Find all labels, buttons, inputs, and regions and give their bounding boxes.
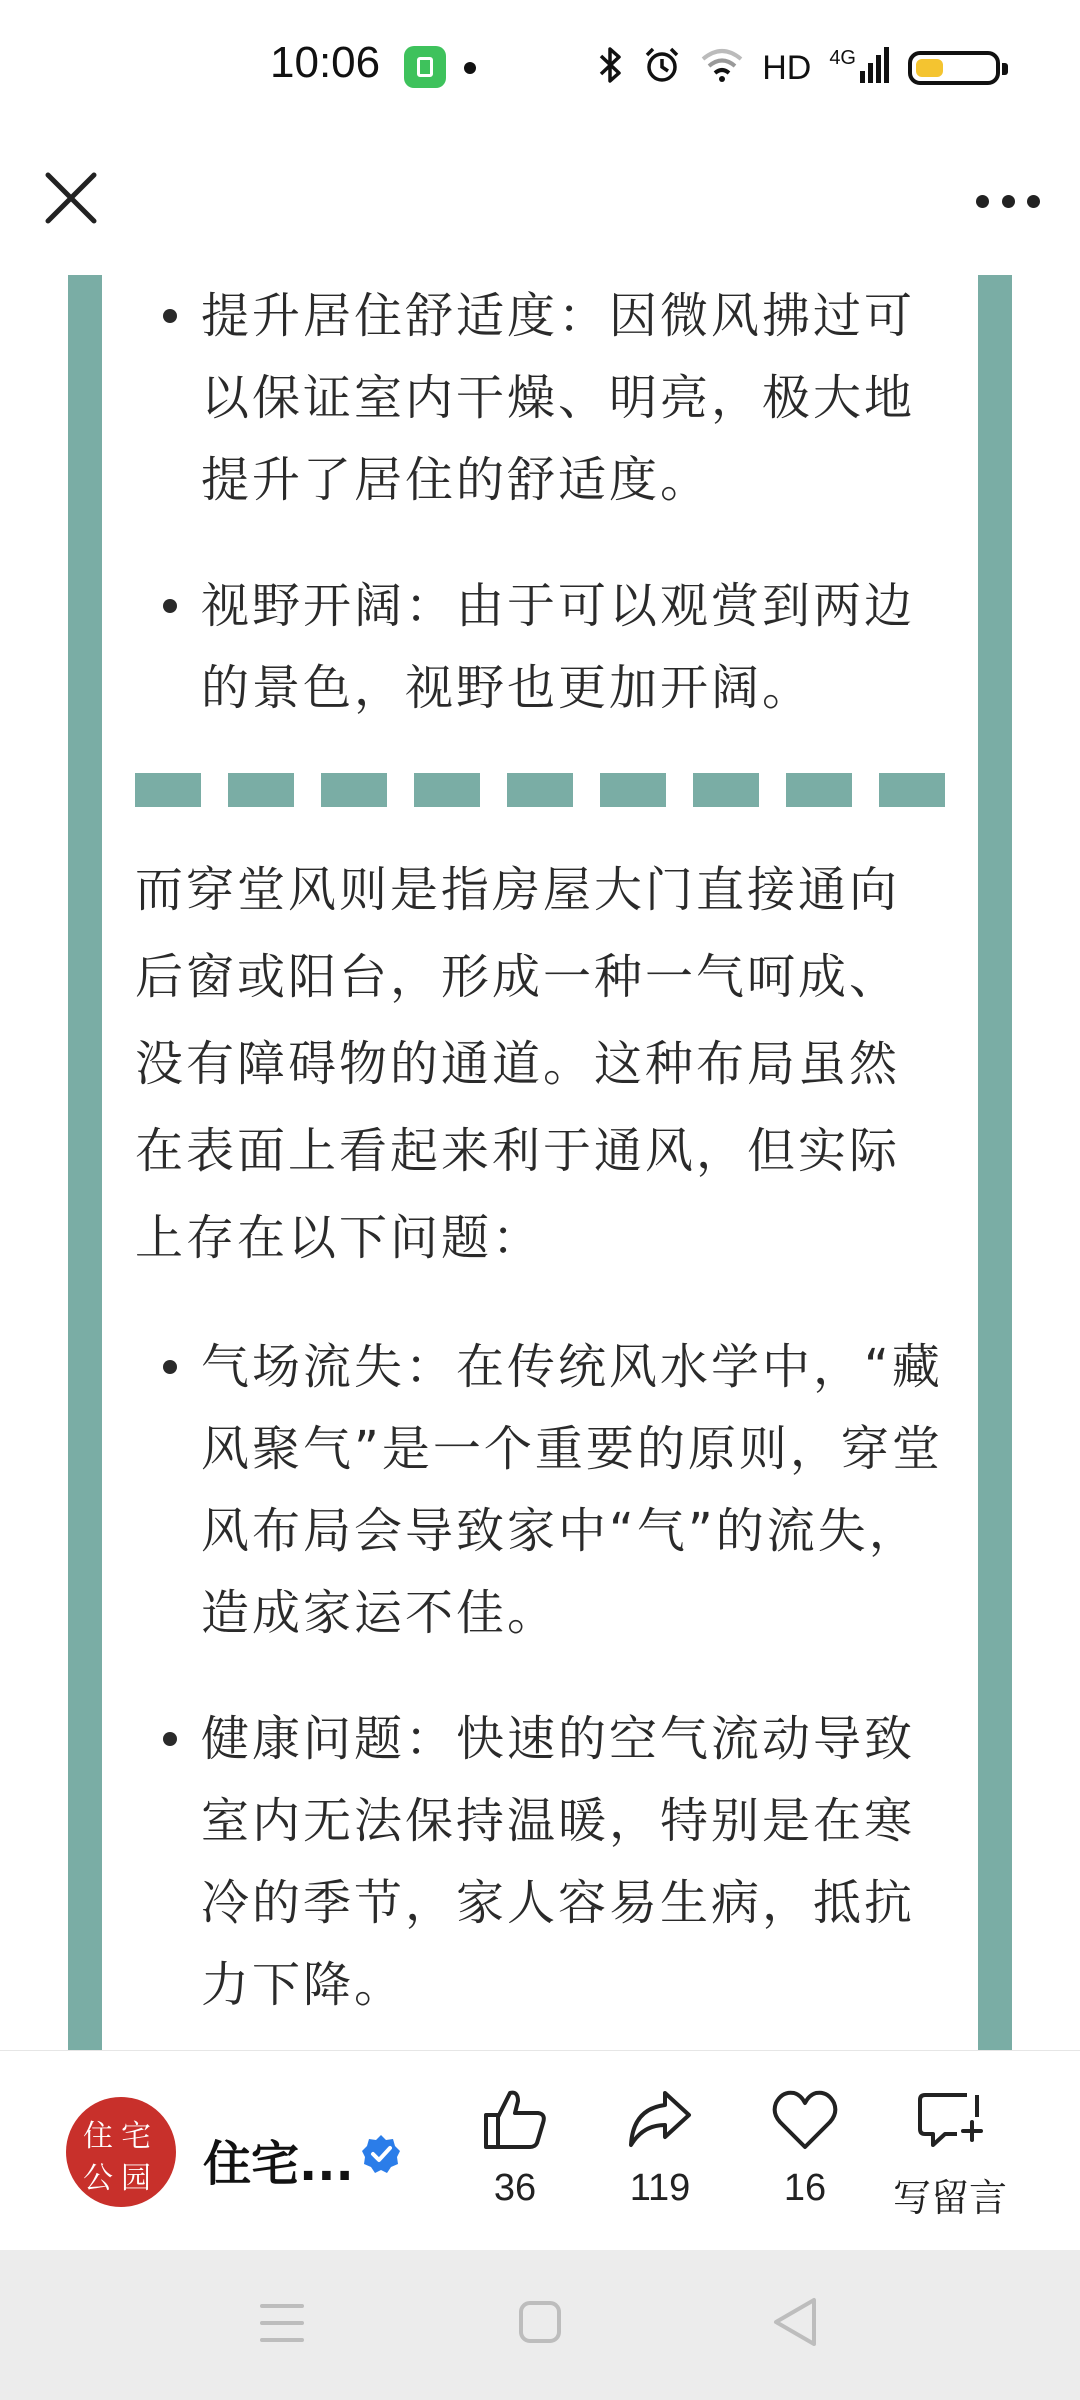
top-nav [0, 135, 1080, 276]
close-icon [40, 167, 102, 229]
system-nav-bar [0, 2250, 1080, 2400]
list-item: 提升居住舒适度：因微风拂过可以保证室内干燥、明亮，极大地提升了居住的舒适度。 [135, 275, 945, 521]
paragraph: 而穿堂风则是指房屋大门直接通向后窗或阳台，形成一种一气呵成、没有障碍物的通道。这种布局虽然在表面上看起来利于通风，但实际上存在以下问题： [135, 862, 901, 1266]
battery-fill [916, 59, 943, 77]
app-notification-icon [404, 46, 446, 88]
like-count: 36 [493, 2167, 537, 2209]
like-button[interactable] [445, 2087, 585, 2210]
share-button[interactable] [590, 2087, 730, 2210]
back-icon[interactable] [770, 2296, 820, 2348]
avatar-text-line2: 公园 [83, 2161, 159, 2196]
dashed-divider [135, 773, 945, 807]
list-item: 视野开阔：由于可以观赏到两边的景色，视野也更加开阔。 [135, 565, 945, 729]
status-bar [0, 0, 1080, 135]
article-content [0, 275, 1080, 2050]
favorite-button[interactable] [735, 2087, 875, 2210]
author-name[interactable]: 住宅... [203, 2136, 354, 2192]
alarm-icon [642, 45, 682, 92]
favorite-count: 16 [783, 2167, 827, 2209]
frame-border-left [68, 275, 102, 2050]
write-comment-button[interactable] [880, 2087, 1020, 2222]
notification-dot-icon [464, 62, 476, 74]
battery-icon [908, 51, 1000, 85]
comment-icon [915, 2087, 985, 2153]
more-button[interactable] [976, 189, 1040, 213]
network-label: HD [762, 48, 812, 87]
share-count: 119 [629, 2167, 691, 2209]
article-body [135, 275, 945, 2026]
status-time: 10:06 [270, 38, 381, 87]
signal-icon [860, 47, 890, 90]
share-icon [625, 2087, 695, 2153]
thumbs-up-icon [480, 2087, 550, 2153]
heart-icon [770, 2087, 840, 2153]
signal-type-label: 4G [829, 46, 856, 69]
close-button[interactable] [40, 167, 102, 229]
more-icon [976, 195, 989, 208]
action-bar [0, 2050, 1080, 2251]
menu-icon[interactable] [258, 2300, 306, 2346]
list-item: 健康问题：快速的空气流动导致室内无法保持温暖，特别是在寒冷的季节，家人容易生病，抵抗力下降。 [135, 1698, 945, 2026]
avatar[interactable] [66, 2097, 176, 2207]
comment-label: 写留言 [892, 2176, 1007, 2220]
bluetooth-icon [598, 45, 624, 92]
status-icons [598, 44, 1000, 92]
frame-border-right [978, 275, 1012, 2050]
verified-icon [360, 2133, 402, 2175]
list-item: 气场流失：在传统风水学中，“藏风聚气”是一个重要的原则，穿堂风布局会导致家中“气”的流失，造成家运不佳。 [135, 1326, 945, 1654]
avatar-text-line1: 住宅 [83, 2119, 159, 2154]
wifi-icon [700, 47, 744, 90]
home-icon[interactable] [516, 2298, 564, 2346]
